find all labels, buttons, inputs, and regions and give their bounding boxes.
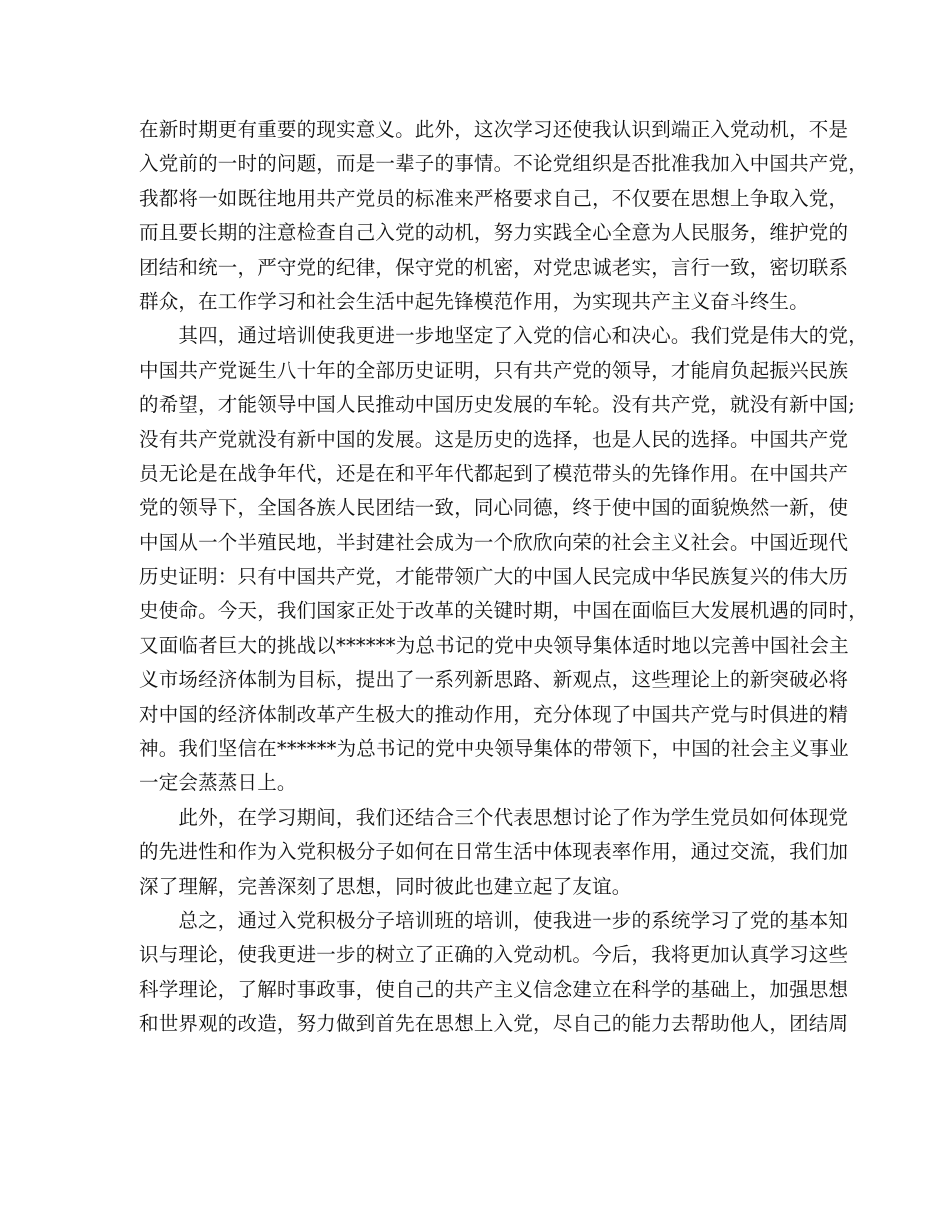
- text-line: 一定会蒸蒸日上。: [139, 771, 297, 795]
- text-line: 的希望，才能领导中国人民推动中国历史发展的车轮。没有共产党，就没有新中国;: [139, 393, 855, 417]
- text-line: 总之，通过入党积极分子培训班的培训，使我进一步的系统学习了党的基本知: [139, 908, 849, 932]
- text-line: 科学理论，了解时事政事，使自己的共产主义信念建立在科学的基础上，加强思想: [139, 977, 849, 1001]
- body-text: [139, 113, 868, 1042]
- text-line: 团结和统一，严守党的纪律，保守党的机密，对党忠诚老实，言行一致，密切联系: [139, 255, 849, 279]
- text-line: 党的领导下，全国各族人民团结一致，同心同德，终于使中国的面貌焕然一新，使: [139, 496, 849, 520]
- text-line: 入党前的一时的问题，而是一辈子的事情。不论党组织是否批准我加入中国共产党，: [139, 152, 868, 176]
- text-line: 神。我们坚信在******为总书记的党中央领导集体的带领下，中国的社会主义事业: [139, 737, 849, 761]
- text-line: 又面临者巨大的挑战以******为总书记的党中央领导集体适时地以完善中国社会主: [139, 633, 849, 657]
- text-line: 对中国的经济体制改革产生极大的推动作用，充分体现了中国共产党与时俱进的精: [139, 702, 849, 726]
- text-line: 我都将一如既往地用共产党员的标准来严格要求自己，不仅要在思想上争取入党，: [139, 186, 849, 210]
- text-line: 此外，在学习期间，我们还结合三个代表思想讨论了作为学生党员如何体现党: [139, 805, 849, 829]
- text-line: 在新时期更有重要的现实意义。此外，这次学习还使我认识到端正入党动机，不是: [139, 118, 849, 141]
- text-line: 群众，在工作学习和社会生活中起先锋模范作用，为实现共产主义奋斗终生。: [139, 289, 809, 313]
- text-line: 中国从一个半殖民地，半封建社会成为一个欣欣向荣的社会主义社会。中国近现代: [139, 530, 849, 554]
- text-line: 和世界观的改造，努力做到首先在思想上入党，尽自己的能力去帮助他人，团结周: [139, 1012, 849, 1036]
- text-line: 深了理解，完善深刻了思想，同时彼此也建立起了友谊。: [139, 874, 632, 898]
- text-line: 没有共产党就没有新中国的发展。这是历史的选择，也是人民的选择。中国共产党: [139, 427, 849, 451]
- text-line: 历史证明：只有中国共产党，才能带领广大的中国人民完成中华民族复兴的伟大历: [139, 565, 849, 589]
- text-line: 员无论是在战争年代，还是在和平年代都起到了模范带头的先锋作用。在中国共产: [139, 461, 849, 485]
- text-line: 的先进性和作为入党积极分子如何在日常生活中体现表率作用，通过交流，我们加: [139, 840, 849, 864]
- text-line: 而且要长期的注意检查自己入党的动机，努力实践全心全意为人民服务，维护党的: [139, 221, 849, 245]
- text-line: 史使命。今天，我们国家正处于改革的关键时期，中国在面临巨大发展机遇的同时，: [139, 599, 868, 623]
- text-line: 义市场经济体制为目标，提出了一系列新思路、新观点，这些理论上的新突破必将: [139, 668, 849, 692]
- text-line: 其四，通过培训使我更进一步地坚定了入党的信心和决心。我们党是伟大的党，: [139, 324, 868, 348]
- text-line: 识与理论，使我更进一步的树立了正确的入党动机。今后，我将更加认真学习这些: [139, 943, 849, 967]
- text-line: 中国共产党诞生八十年的全部历史证明，只有共产党的领导，才能肩负起振兴民族: [139, 358, 849, 382]
